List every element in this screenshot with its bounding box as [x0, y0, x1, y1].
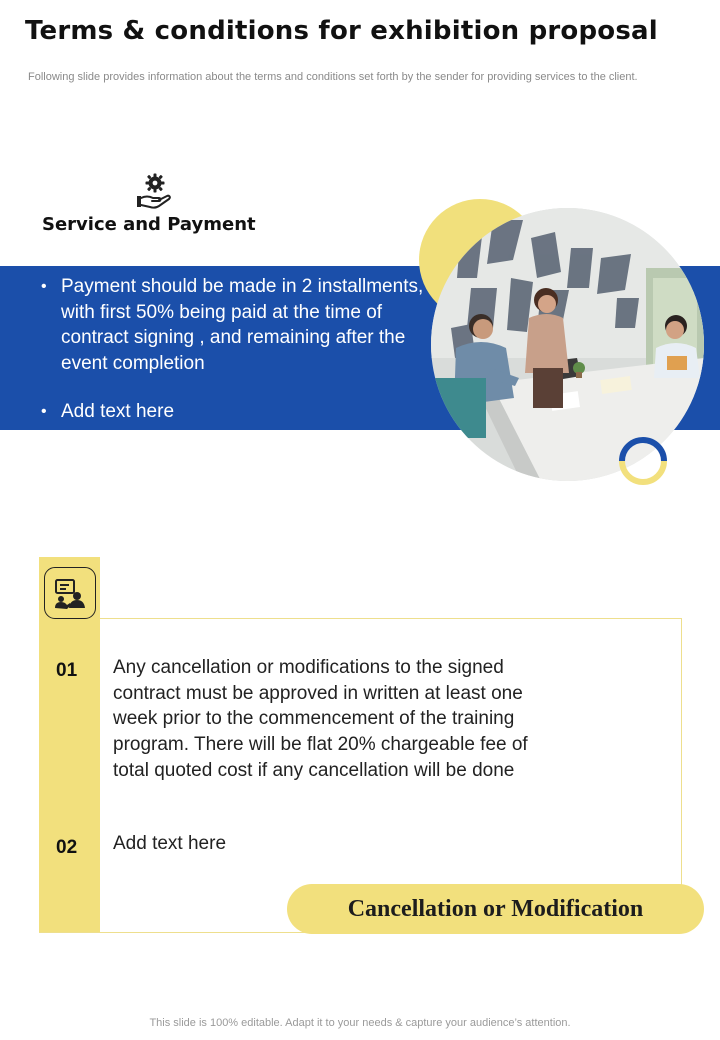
footer-note: This slide is 100% editable. Adapt it to your needs & capture your audience’s attention. [149, 1017, 571, 1029]
page-title: Terms & conditions for exhibition proposal [25, 16, 658, 46]
presenter-icon [44, 567, 96, 619]
decorative-ring [617, 435, 669, 487]
bullet-item: • Add text here [40, 399, 430, 425]
item-number: 01 [56, 660, 78, 681]
service-payment-bullets [40, 274, 430, 448]
cancellation-label-pill [287, 884, 704, 934]
service-payment-heading: Service and Payment [42, 214, 256, 235]
cancellation-item-text: Add text here [113, 833, 227, 854]
cancellation-item-text: Any cancellation or modifications to the signed contract must be approved in written at least one week prior to the commencement of the training program. There will be flat 20% chargeable fee of total quoted cost if any cancellation will be done [113, 657, 528, 781]
page-subtitle: Following slide provides information about the terms and conditions set forth by the sender for providing services to the client. [28, 71, 638, 83]
cancellation-label: Cancellation or Modification [347, 895, 644, 922]
item-number: 02 [56, 837, 78, 858]
bullet-item: • Payment should be made in 2 installments, with first 50% being paid at the time of contract signing , and remaining after the event completion [40, 274, 430, 376]
hand-gear-icon [134, 170, 174, 210]
